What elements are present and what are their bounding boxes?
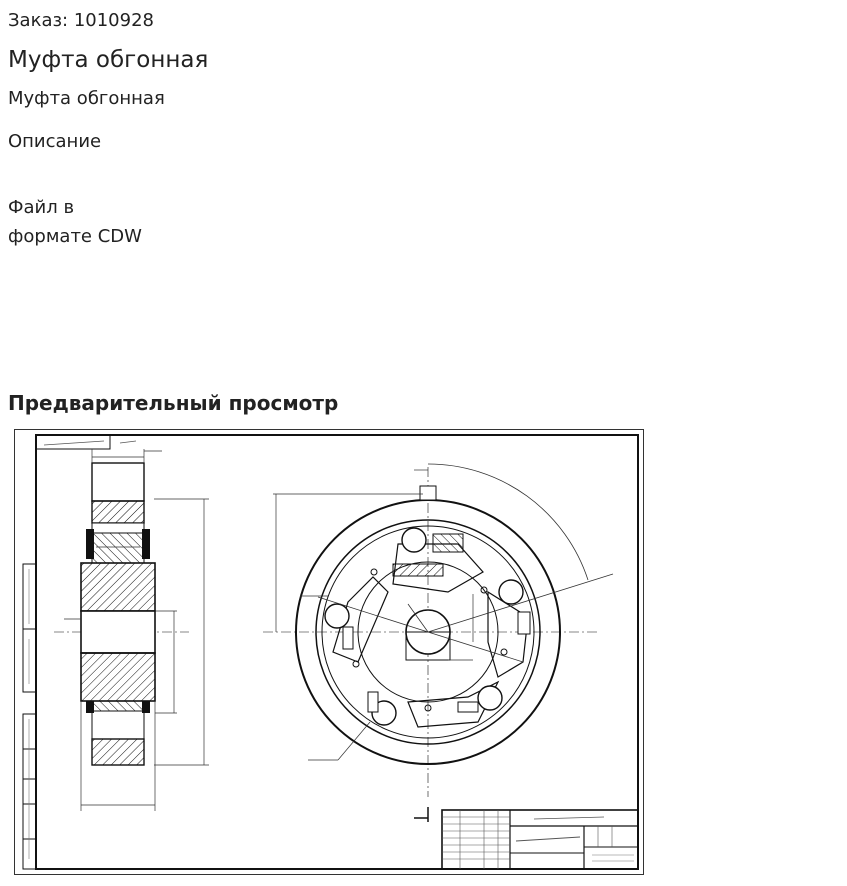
preview-heading: Предварительный просмотр bbox=[8, 391, 339, 415]
file-format-info bbox=[8, 193, 208, 251]
product-subtitle: Муфта обгонная bbox=[8, 88, 165, 109]
page-title: Муфта обгонная bbox=[8, 47, 209, 73]
drawing-preview-image bbox=[14, 429, 644, 875]
file-format-line2: формате CDW bbox=[8, 226, 142, 247]
file-format-line1: Файл в bbox=[8, 197, 75, 218]
description-label: Описание bbox=[8, 131, 102, 152]
order-number: Заказ: 1010928 bbox=[8, 10, 154, 31]
